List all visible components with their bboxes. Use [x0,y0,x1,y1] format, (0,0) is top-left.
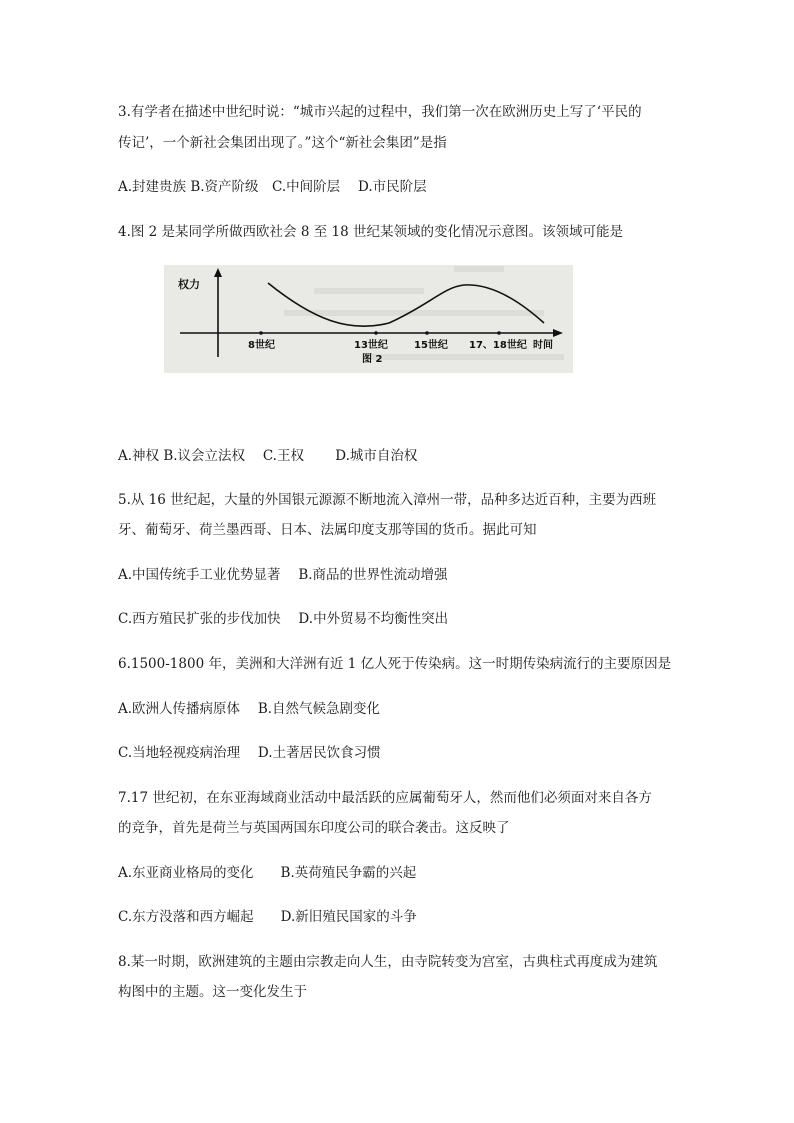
q6-options-line-2: C.当地轻视疫病治理 D.土著居民饮食习惯 [118,745,381,761]
q5-options-line-2: C.西方殖民扩张的步伐加快 D.中外贸易不均衡性突出 [118,611,449,627]
x-axis-label: 时间 [533,340,553,351]
tick-label-13: 13世纪 [354,340,388,351]
q5-options-line-1: A.中国传统手工业优势显著 B.商品的世界性流动增强 [118,567,448,583]
tick-label-15: 15世纪 [414,340,448,351]
tick-label-8: 8世纪 [248,340,275,351]
q3-stem-line-1: 3.有学者在描述中世纪时说：“城市兴起的过程中，我们第一次在欧洲历史上写了‘平民的 [118,104,642,120]
q6-options-line-1: A.欧洲人传播病原体 B.自然气候急剧变化 [118,701,381,717]
q5-stem-line-1: 5.从 16 世纪起，大量的外国银元源源不断地流入漳州一带，品种多达近百种，主要为西班 [118,492,657,508]
q4-options: A.神权 B.议会立法权 C.王权 D.城市自治权 [118,448,418,464]
q7-options-line-1: A.东亚商业格局的变化 B.英荷殖民争霸的兴起 [118,865,417,881]
q8-stem-line-2: 构图中的主题。这一变化发生于 [118,984,307,1000]
q3-stem-line-2: 传记’，一个新社会集团出现了。”这个“新社会集团”是指 [118,135,447,151]
q3-options: A.封建贵族 B.资产阶级 C.中间阶层 D.市民阶层 [118,179,427,195]
q8-stem-line-1: 8.某一时期，欧洲建筑的主题由宗教走向人生，由寺院转变为宫室，古典柱式再度成为建筑 [118,954,658,970]
q5-stem-line-2: 牙、葡萄牙、荷兰墨西哥、日本、法属印度支那等国的货币。据此可知 [118,522,537,538]
q7-options-line-2: C.东方没落和西方崛起 D.新旧殖民国家的斗争 [118,909,417,925]
q4-stem-line-1: 4.图 2 是某同学所做西欧社会 8 至 18 世纪某领域的变化情况示意图。该领域可能是 [118,224,623,240]
y-axis-label: 权力 [178,278,200,291]
tick-label-17-18: 17、18世纪 [469,340,527,351]
q7-stem-line-2: 的竞争，首先是荷兰与英国两国东印度公司的联合袭击。这反映了 [118,820,510,836]
q7-stem-line-1: 7.17 世纪初，在东亚海域商业活动中最活跃的应属葡萄牙人，然而他们必须面对来自各方 [118,790,652,806]
figure-caption: 图 2 [362,354,383,365]
figure-2-power-curve [164,265,573,373]
q6-stem-line-1: 6.1500-1800 年，美洲和大洋洲有近 1 亿人死于传染病。这一时期传染病流行的主要原因是 [118,656,672,672]
